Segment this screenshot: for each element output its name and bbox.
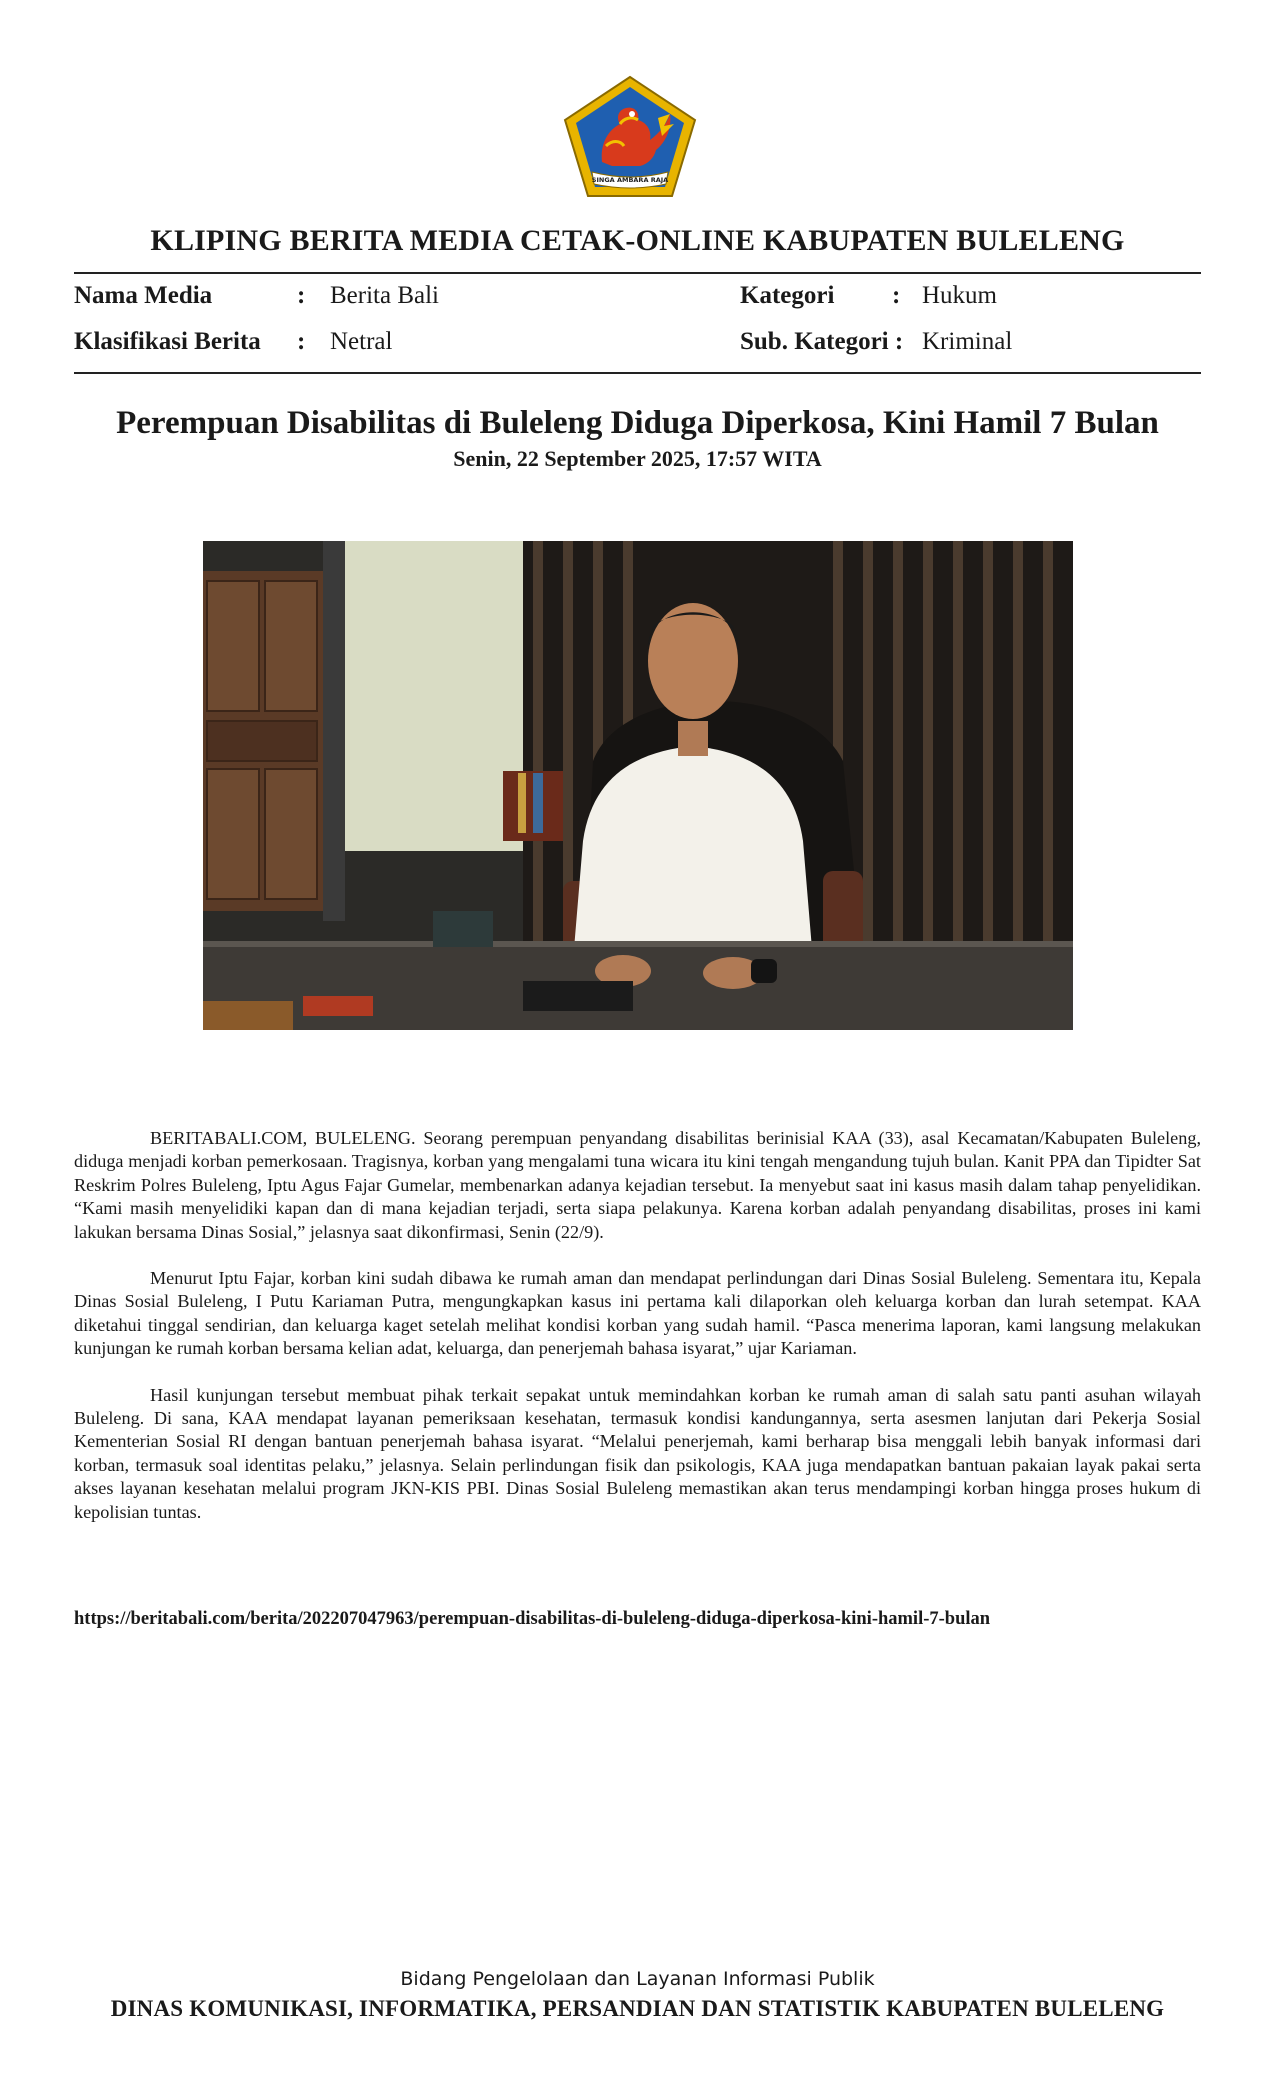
klasifikasi-label: Klasifikasi Berita xyxy=(74,328,261,355)
media-value: Berita Bali xyxy=(330,282,439,309)
klasifikasi-colon: : xyxy=(297,328,306,355)
header-rule-top xyxy=(74,272,1201,274)
article-paragraph-1: BERITABALI.COM, BULELENG. Seorang perempuan penyandang disabilitas berinisial KAA (33), asal Kecamatan/Kabupaten Buleleng, diduga menjadi korban pemerkosaan. Tragisnya, korban yang mengalami tuna wicara itu kini tengah mengandung tujuh bulan. Kanit PPA dan Tipidter Sat Reskrim Polres Buleleng, Iptu Agus Fajar Gumelar, membenarkan adanya kejadian tersebut. Ia menyebut saat ini kasus masih dalam tahap penyelidikan. “Kami masih menyelidiki kapan dan di mana kejadian terjadi, serta siapa pelakunya. Karena korban adalah penyandang disabilitas, proses ini kami lakukan bersama Dinas Sosial,” jelasnya saat dikonfirmasi, Senin (22/9). xyxy=(74,1128,1201,1242)
article-body xyxy=(74,1127,1201,1547)
article-headline: Perempuan Disabilitas di Buleleng Diduga Diperkosa, Kini Hamil 7 Bulan xyxy=(116,405,1159,441)
document-title: KLIPING BERITA MEDIA CETAK-ONLINE KABUPATEN BULELENG xyxy=(150,224,1125,257)
emblem-motto: SINGA AMBARA RAJA xyxy=(591,176,669,184)
regency-emblem-icon xyxy=(562,74,698,200)
article-paragraph-3: Hasil kunjungan tersebut membuat pihak terkait sepakat untuk memindahkan korban ke rumah aman di salah satu panti asuhan wilayah Buleleng. Di sana, KAA mendapat layanan pemeriksaan kesehatan, termasuk kondisi kandungannya, serta asesmen lanjutan dari Pekerja Sosial Kementerian Sosial RI dengan bantuan penerjemah bahasa isyarat. “Melalui penerjemah, kami berharap bisa menggali lebih banyak informasi dari korban, termasuk soal identitas pelaku,” jelasnya. Selain perlindungan fisik dan psikologis, KAA juga mendapatkan bantuan pakaian layak pakai serta akses layanan kesehatan melalui program JKN-KIS PBI. Dinas Sosial Buleleng memastikan akan terus mendampingi korban hingga proses hukum di kepolisian tuntas. xyxy=(74,1384,1201,1522)
sub-kategori-value: Kriminal xyxy=(922,328,1013,355)
article-dateline: Senin, 22 September 2025, 17:57 WITA xyxy=(453,446,822,471)
media-label: Nama Media xyxy=(74,282,213,309)
regency-emblem-logo xyxy=(562,74,698,200)
article-photo xyxy=(203,541,1073,1030)
article-source-link[interactable]: https://beritabali.com/berita/202207047963/perempuan-disabilitas-di-buleleng-diduga-diperkosa-kini-hamil-7-bulan xyxy=(74,1609,991,1629)
klasifikasi-value: Netral xyxy=(330,328,393,355)
header-rule-bottom xyxy=(74,372,1201,374)
sub-kategori-label: Sub. Kategori : xyxy=(740,328,904,355)
kategori-label: Kategori xyxy=(740,282,835,309)
kategori-value: Hukum xyxy=(922,282,997,309)
media-colon: : xyxy=(297,282,306,309)
article-paragraph-2: Menurut Iptu Fajar, korban kini sudah dibawa ke rumah aman dan mendapat perlindungan dari Dinas Sosial Buleleng. Sementara itu, Kepala Dinas Sosial Buleleng, I Putu Kariaman Putra, mengungkapkan kasus ini pertama kali dilaporkan oleh keluarga korban dan lurah setempat. KAA diketahui tinggal sendirian, dan keluarga kaget setelah melihat kondisi korban yang sudah hamil. “Pasca menerima laporan, kami langsung melakukan kunjungan ke rumah korban bersama kelian adat, keluarga, dan penerjemah bahasa isyarat,” ujar Kariaman. xyxy=(74,1268,1201,1359)
footer-agency: DINAS KOMUNIKASI, INFORMATIKA, PERSANDIAN DAN STATISTIK KABUPATEN BULELENG xyxy=(110,1996,1165,2021)
kategori-colon: : xyxy=(892,282,901,309)
footer-division: Bidang Pengelolaan dan Layanan Informasi Publik xyxy=(400,1968,875,1990)
